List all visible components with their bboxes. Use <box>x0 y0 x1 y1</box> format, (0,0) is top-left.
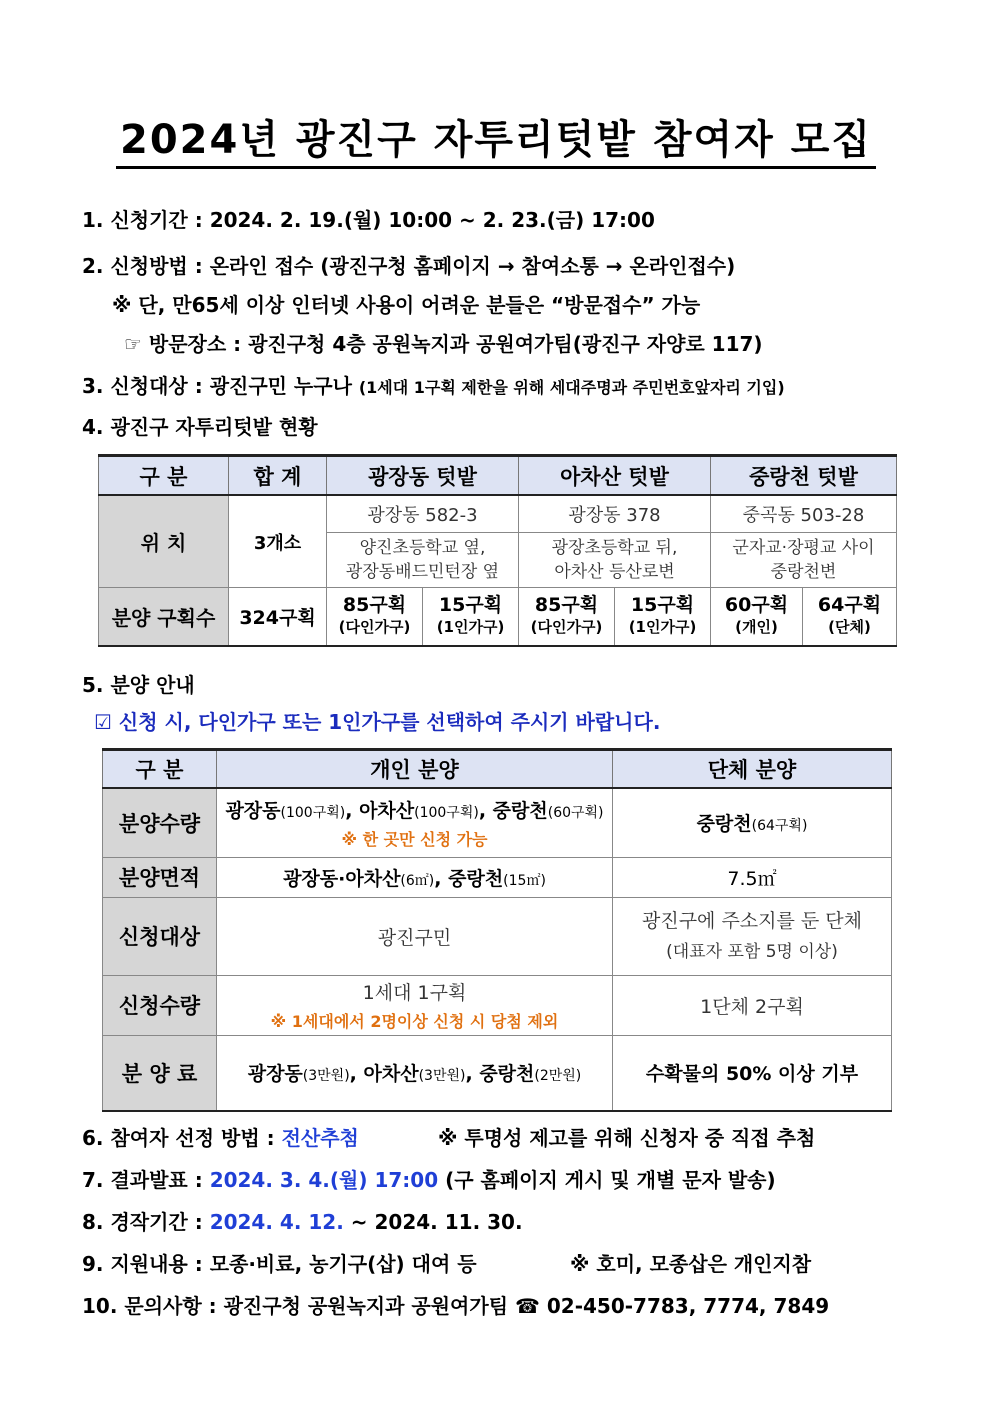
visit-application-note: ※ 단, 만65세 이상 인터넷 사용이 어려운 분들은 “방문접수” 가능 <box>112 293 701 317</box>
header-category: 구 분 <box>99 456 229 496</box>
item-1-application-period: 1. 신청기간 : 2024. 2. 19.(월) 10:00 ~ 2. 23.(금) 17:00 <box>82 208 655 232</box>
header-gwangjang: 광장동 텃밭 <box>327 456 519 496</box>
item-7-result-announcement: 7. 결과발표 : 2024. 3. 4.(월) 17:00 (구 홈페이지 게시 및 개별 문자 발송) <box>82 1168 776 1192</box>
header-jungnangcheon: 중랑천 텃밭 <box>711 456 897 496</box>
plots-cell: 85구획 (다인가구) <box>327 588 423 646</box>
plots-cell: 85구획 (다인가구) <box>519 588 615 646</box>
item-4-garden-status: 4. 광진구 자투리텃밭 현황 <box>82 415 318 439</box>
plots-cell: 15구획 (1인가구) <box>423 588 519 646</box>
visit-place: ☞ 방문장소 : 광진구청 4층 공원녹지과 공원여가팀(광진구 자양로 117) <box>124 332 763 356</box>
plots-label: 분양 구획수 <box>99 588 229 646</box>
plots-cell: 15구획 (1인가구) <box>615 588 711 646</box>
address-jungnangcheon: 중곡동 503-28 <box>711 495 897 533</box>
target-individual: 광진구민 <box>217 897 613 975</box>
fee-group: 수확물의 50% 이상 기부 <box>613 1035 892 1111</box>
target-label: 신청대상 <box>103 897 217 975</box>
desc-gwangjang: 양진초등학교 옆, 광장동배드민턴장 옆 <box>327 533 519 588</box>
location-label: 위 치 <box>99 495 229 588</box>
fee-individual: 광장동(3만원), 아차산(3만원), 중랑천(2만원) <box>217 1035 613 1111</box>
household-type-note: ☑ 신청 시, 다인가구 또는 1인가구를 선택하여 주시기 바랍니다. <box>94 710 661 734</box>
item-6-selection-method: 6. 참여자 선정 방법 : 전산추첨 <box>82 1126 359 1150</box>
quantity-label: 분양수량 <box>103 788 217 857</box>
location-total: 3개소 <box>229 495 327 588</box>
duplicate-application-note: ※ 1세대에서 2명이상 신청 시 당첨 제외 <box>270 1012 559 1031</box>
address-achasan: 광장동 378 <box>519 495 711 533</box>
header-individual: 개인 분양 <box>217 750 613 789</box>
item-10-inquiry: 10. 문의사항 : 광진구청 공원녹지과 공원여가팀 ☎ 02-450-7783, 7774, 7849 <box>82 1294 830 1318</box>
area-label: 분양면적 <box>103 857 217 897</box>
item-8-cultivation-period: 8. 경작기간 : 2024. 4. 12. ~ 2024. 11. 30. <box>82 1210 523 1234</box>
limit-individual: 1세대 1구획 ※ 1세대에서 2명이상 신청 시 당첨 제외 <box>217 975 613 1035</box>
garden-status-table <box>98 454 897 647</box>
header-total: 합 계 <box>229 456 327 496</box>
support-note: ※ 호미, 모종삽은 개인지참 <box>570 1252 812 1276</box>
plots-cell: 60구획 (개인) <box>711 588 803 646</box>
header-achasan: 아차산 텃밭 <box>519 456 711 496</box>
item-9-support: 9. 지원내용 : 모종·비료, 농기구(삽) 대여 등 <box>82 1252 477 1276</box>
address-gwangjang: 광장동 582-3 <box>327 495 519 533</box>
limit-label: 신청수량 <box>103 975 217 1035</box>
target-group: 광진구에 주소지를 둔 단체 (대표자 포함 5명 이상) <box>613 897 892 975</box>
plots-total: 324구획 <box>229 588 327 646</box>
page-title: 2024년 광진구 자투리텃밭 참여자 모집 <box>0 112 992 169</box>
allocation-guide-table <box>102 748 892 1112</box>
quantity-group: 중랑천(64구획) <box>613 788 892 857</box>
area-group: 7.5㎡ <box>613 857 892 897</box>
desc-jungnangcheon: 군자교·장평교 사이 중랑천변 <box>711 533 897 588</box>
desc-achasan: 광장초등학교 뒤, 아차산 등산로변 <box>519 533 711 588</box>
selection-note: ※ 투명성 제고를 위해 신청자 중 직접 추첨 <box>438 1126 816 1150</box>
phone-icon-and-numbers: ☎ 02-450-7783, 7774, 7849 <box>514 1294 830 1318</box>
item-3-eligibility: 3. 신청대상 : 광진구민 누구나 (1세대 1구획 제한을 위해 세대주명과 주민번호앞자리 기입) <box>82 374 785 398</box>
limit-group: 1단체 2구획 <box>613 975 892 1035</box>
header-group: 단체 분양 <box>613 750 892 789</box>
item-2-application-method: 2. 신청방법 : 온라인 접수 (광진구청 홈페이지 → 참여소통 → 온라인접수) <box>82 254 736 278</box>
header-category: 구 분 <box>103 750 217 789</box>
one-site-only-note: ※ 한 곳만 신청 가능 <box>341 829 488 849</box>
item-5-allocation-guide: 5. 분양 안내 <box>82 673 195 697</box>
plots-cell: 64구획 (단체) <box>803 588 897 646</box>
area-individual: 광장동·아차산(6㎡), 중랑천(15㎡) <box>217 857 613 897</box>
quantity-individual: 광장동(100구획), 아차산(100구획), 중랑천(60구획) ※ 한 곳만 신청 가능 <box>217 788 613 857</box>
fee-label: 분 양 료 <box>103 1035 217 1111</box>
